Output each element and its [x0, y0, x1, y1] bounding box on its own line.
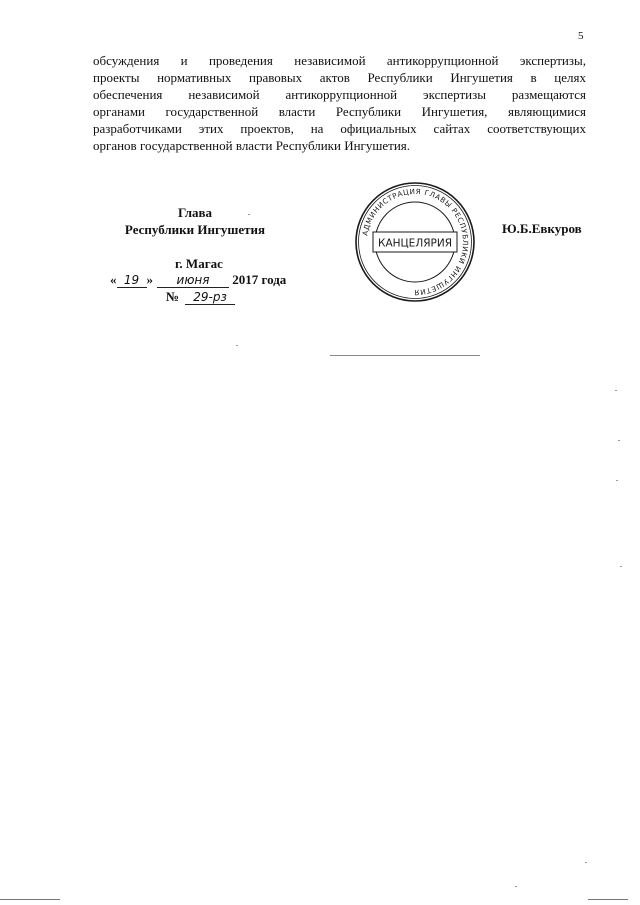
scan-speck — [618, 440, 620, 441]
number-sign: № — [166, 289, 180, 304]
scan-speck — [615, 390, 617, 391]
body-line: обеспечения независимой антикоррупционной экспертизы размещаются — [93, 87, 586, 102]
divider-line — [330, 355, 480, 356]
body-line: органов государственной власти Республики Ингушетия. — [93, 138, 411, 153]
official-seal — [353, 180, 477, 304]
scan-edge-line — [588, 899, 628, 900]
scan-speck — [248, 214, 250, 215]
date-open-quote: « — [110, 272, 117, 287]
date-close-quote: » — [146, 272, 153, 287]
scan-speck — [515, 886, 517, 887]
document-number — [166, 289, 235, 305]
body-paragraph — [93, 52, 586, 154]
body-line: проекты нормативных правовых актов Республики Ингушетия в целях — [93, 70, 586, 85]
scan-speck — [616, 480, 618, 481]
scan-speck — [620, 566, 622, 567]
signatory-title — [103, 204, 287, 238]
signatory-title-line: Глава — [177, 205, 213, 220]
signatory-title-line: Республики Ингушетия — [124, 222, 266, 237]
body-line: органами государственной власти Республики Ингушетия, являющимися — [93, 104, 586, 119]
date-month-handwritten: июня — [157, 274, 229, 288]
scan-speck — [585, 862, 587, 863]
scan-speck — [236, 345, 238, 346]
signing-place: г. Магас — [175, 256, 223, 271]
body-line: обсуждения и проведения независимой антикоррупционной экспертизы, — [93, 53, 586, 68]
signatory-name: Ю.Б.Евкуров — [502, 221, 582, 236]
signing-date — [110, 272, 286, 288]
number-value-handwritten: 29-рз — [185, 291, 235, 305]
date-day-handwritten: 19 — [117, 274, 147, 288]
seal-center-text: КАНЦЕЛЯРИЯ — [378, 237, 452, 250]
page-number: 5 — [578, 30, 584, 42]
body-line: разработчиками этих проектов, на официальных сайтах соответствующих — [93, 121, 586, 136]
scan-edge-line — [0, 899, 60, 900]
date-year: 2017 года — [232, 272, 287, 287]
seal-ring-text: АДМИНИСТРАЦИЯ ГЛАВЫ РЕСПУБЛИКИ ИНГУШЕТИЯ — [360, 186, 471, 298]
